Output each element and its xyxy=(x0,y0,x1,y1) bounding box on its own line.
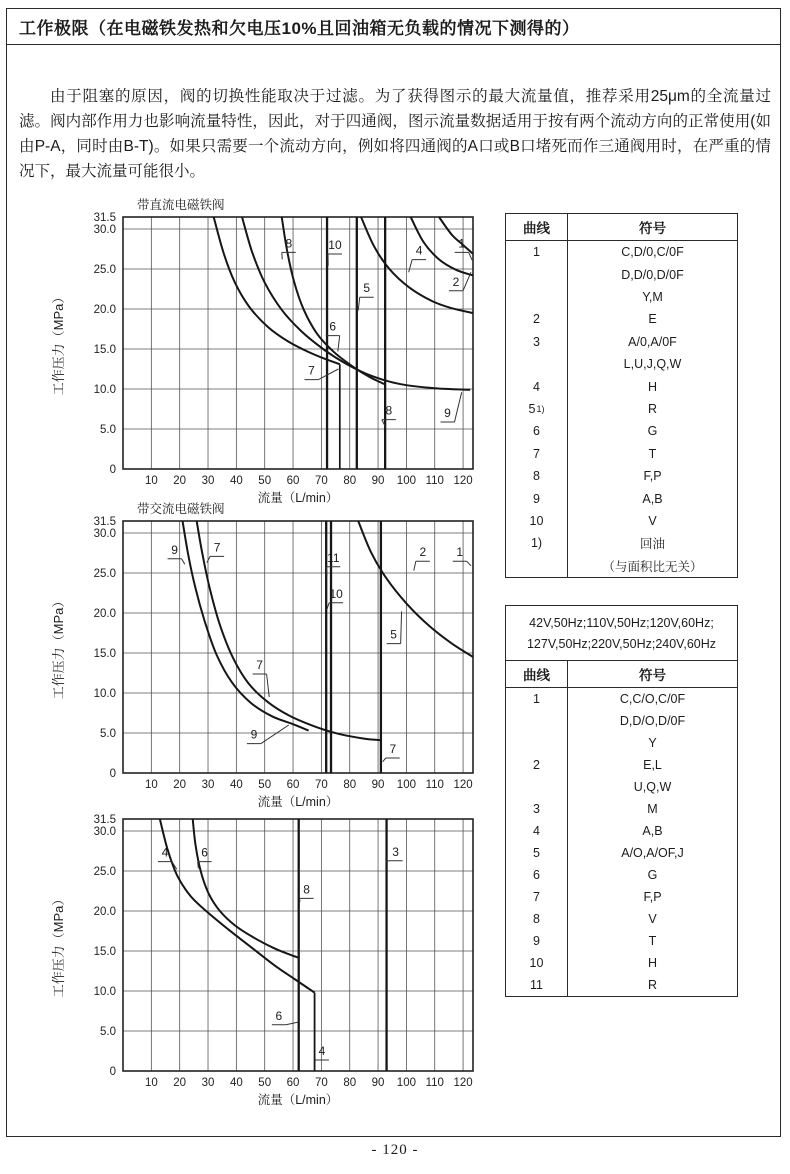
curve-number-label: 5 xyxy=(390,627,397,642)
table-row: 6 G xyxy=(506,420,737,442)
table-row: D,D/O,D/0F xyxy=(506,710,737,732)
curve-number-label: 2 xyxy=(419,545,427,560)
svg-text:15.0: 15.0 xyxy=(93,648,116,660)
svg-text:20.0: 20.0 xyxy=(93,608,116,620)
curve-number-label: 4 xyxy=(318,1044,326,1058)
curve-number-label: 3 xyxy=(392,844,399,859)
curve-number-label: 2 xyxy=(452,274,460,289)
curve-7 xyxy=(214,217,340,364)
svg-text:5.0: 5.0 xyxy=(100,728,116,740)
curve-symbol-table-dc xyxy=(505,213,738,578)
table-row: （与面积比无关） xyxy=(506,555,737,577)
y-axis-label: 工作压力（MPa） xyxy=(51,892,66,998)
curve-number-label: 8 xyxy=(385,403,393,418)
x-axis-label: 流量（L/min） xyxy=(257,491,339,505)
chart-ac-solenoid-2 xyxy=(39,789,489,1109)
curve-7 xyxy=(197,521,381,740)
curve-number-label: 8 xyxy=(303,882,310,897)
svg-text:10.0: 10.0 xyxy=(93,986,116,998)
curve-number-label: 1 xyxy=(456,545,464,560)
chart-title: 带直流电磁铁阀 xyxy=(137,198,225,212)
svg-text:80: 80 xyxy=(343,1077,357,1089)
table-row: 6 G xyxy=(506,864,737,886)
table-header: 曲线 符号 xyxy=(506,661,737,688)
table-row: 9 T xyxy=(506,930,737,952)
svg-text:110: 110 xyxy=(425,475,444,487)
svg-text:5.0: 5.0 xyxy=(100,1026,116,1038)
svg-text:15.0: 15.0 xyxy=(93,344,116,356)
table-row: D,D/0,D/0F xyxy=(506,263,737,285)
svg-text:20: 20 xyxy=(173,475,187,487)
table-row: 5 A/O,A/OF,J xyxy=(506,842,737,864)
svg-text:20.0: 20.0 xyxy=(93,906,116,918)
curve-4 xyxy=(160,819,315,993)
voltage-header: 42V,50Hz;110V,50Hz;120V,60Hz; 127V,50Hz;220V,50Hz;240V,60Hz xyxy=(506,606,737,661)
table-row: 2 E xyxy=(506,308,737,330)
table-row: Y,M xyxy=(506,286,737,308)
svg-text:70: 70 xyxy=(314,475,328,487)
table-row: 5 1) R xyxy=(506,398,737,420)
svg-text:30: 30 xyxy=(201,779,215,791)
chart-svg xyxy=(39,789,489,1109)
curve-number-label: 7 xyxy=(308,363,315,378)
svg-text:20: 20 xyxy=(173,779,187,791)
svg-text:120: 120 xyxy=(453,1077,473,1089)
y-axis-label: 工作压力（MPa） xyxy=(51,594,66,700)
svg-text:20: 20 xyxy=(173,1077,187,1089)
svg-text:90: 90 xyxy=(371,1077,385,1089)
svg-text:25.0: 25.0 xyxy=(93,568,116,580)
svg-text:15.0: 15.0 xyxy=(93,946,116,958)
svg-text:100: 100 xyxy=(396,1077,416,1089)
table-row: 3 M xyxy=(506,798,737,820)
svg-text:30: 30 xyxy=(201,475,215,487)
table-row: 1 C,D/0,C/0F xyxy=(506,241,737,263)
svg-text:5.0: 5.0 xyxy=(100,424,116,436)
svg-text:80: 80 xyxy=(343,475,357,487)
curve-number-label: 4 xyxy=(415,243,423,258)
svg-text:0: 0 xyxy=(109,464,116,476)
svg-text:60: 60 xyxy=(286,475,300,487)
table-row: Y xyxy=(506,732,737,754)
svg-text:10: 10 xyxy=(144,779,158,791)
chart-ac-solenoid xyxy=(39,491,489,811)
curve-number-label: 10 xyxy=(328,238,342,252)
x-axis-label: 流量（L/min） xyxy=(257,1093,339,1107)
table-row: 7 F,P xyxy=(506,886,737,908)
svg-text:0: 0 xyxy=(109,1066,116,1078)
svg-text:10: 10 xyxy=(144,1077,158,1089)
chart-svg xyxy=(39,187,489,507)
table-row: 10 V xyxy=(506,510,737,532)
table-row: U,Q,W xyxy=(506,776,737,798)
chart-title: 带交流电磁铁阀 xyxy=(137,502,225,516)
svg-text:10: 10 xyxy=(144,475,158,487)
intro-paragraph: 由于阻塞的原因，阀的切换性能取决于过滤。为了获得图示的最大流量值，推荐采用25μm的全流量过滤。阀内部作用力也影响流量特性，因此，对于四通阀，图示流量数据适用于按有两个流动方向的正常使用(如由P-A，同时由B-T)。如果只需要一个流动方向，例如将四通阀的A口或B口堵死而作三通阀用时，在严重的情况下，最大流量可能很小。 xyxy=(19,88,771,181)
svg-text:30.0: 30.0 xyxy=(93,224,116,236)
curve-number-label: 4 xyxy=(161,845,169,860)
table-header: 曲线 符号 xyxy=(506,214,737,241)
chart-svg xyxy=(39,491,489,811)
page-number: - 120 - xyxy=(371,1142,419,1158)
svg-text:80: 80 xyxy=(343,779,357,791)
svg-text:10.0: 10.0 xyxy=(93,688,116,700)
svg-text:90: 90 xyxy=(371,475,385,487)
svg-text:120: 120 xyxy=(453,475,473,487)
curve-number-label: 7 xyxy=(389,742,397,756)
svg-text:50: 50 xyxy=(258,779,272,791)
svg-text:60: 60 xyxy=(286,1077,300,1089)
svg-text:31.5: 31.5 xyxy=(93,814,116,826)
curve-1 xyxy=(439,217,473,254)
curve-number-label: 10 xyxy=(329,586,343,601)
table-row: 4 A,B xyxy=(506,820,737,842)
table-row: 2 E,L xyxy=(506,754,737,776)
curve-number-label: 6 xyxy=(329,319,337,334)
svg-text:70: 70 xyxy=(314,779,328,791)
table-row: 1 C,C/O,C/0F xyxy=(506,688,737,710)
svg-text:10.0: 10.0 xyxy=(93,384,116,396)
curve-number-label: 9 xyxy=(250,727,258,742)
curve-number-label: 11 xyxy=(327,550,340,565)
section-title: 工作极限（在电磁铁发热和欠电压10%且回油箱无负载的情况下测得的） xyxy=(19,19,580,38)
curve-number-label: 7 xyxy=(256,658,263,672)
curve-5 xyxy=(358,521,473,657)
curve-number-label: 5 xyxy=(363,281,371,296)
table-row: 7 T xyxy=(506,443,737,465)
svg-text:100: 100 xyxy=(396,475,416,487)
svg-text:0: 0 xyxy=(109,768,116,780)
svg-text:31.5: 31.5 xyxy=(93,516,116,528)
curve-symbol-table-ac xyxy=(505,605,738,997)
y-axis-label: 工作压力（MPa） xyxy=(51,290,66,396)
svg-text:60: 60 xyxy=(286,779,300,791)
svg-text:31.5: 31.5 xyxy=(93,212,116,224)
svg-text:30.0: 30.0 xyxy=(93,826,116,838)
svg-text:40: 40 xyxy=(229,475,243,487)
table-row: L,U,J,Q,W xyxy=(506,353,737,375)
section-title-box xyxy=(6,8,781,45)
curve-6 xyxy=(193,819,300,958)
table-row: 1) 回油 xyxy=(506,532,737,554)
table-row: 11 R xyxy=(506,974,737,996)
svg-text:100: 100 xyxy=(396,779,416,791)
svg-text:30: 30 xyxy=(201,1077,215,1089)
svg-text:90: 90 xyxy=(371,779,385,791)
svg-text:30.0: 30.0 xyxy=(93,528,116,540)
svg-text:110: 110 xyxy=(425,779,444,791)
curve-number-label: 6 xyxy=(201,845,208,860)
table-row: 8 V xyxy=(506,908,737,930)
x-axis-label: 流量（L/min） xyxy=(257,795,339,809)
svg-text:50: 50 xyxy=(258,1077,272,1089)
table-row: 9 A,B xyxy=(506,487,737,509)
curve-number-label: 6 xyxy=(275,1008,283,1023)
svg-text:25.0: 25.0 xyxy=(93,866,116,878)
svg-text:40: 40 xyxy=(229,779,243,791)
table-row: 3 A/0,A/0F xyxy=(506,331,737,353)
svg-text:40: 40 xyxy=(229,1077,243,1089)
table-row: 10 H xyxy=(506,952,737,974)
chart-dc-solenoid xyxy=(39,187,489,507)
table-row: 8 F,P xyxy=(506,465,737,487)
curve-number-label: 7 xyxy=(213,540,221,555)
curve-number-label: 9 xyxy=(444,406,451,420)
svg-text:50: 50 xyxy=(258,475,272,487)
curve-number-label: 1 xyxy=(458,236,466,251)
svg-text:25.0: 25.0 xyxy=(93,264,116,276)
curve-number-label: 8 xyxy=(285,236,293,251)
svg-text:20.0: 20.0 xyxy=(93,304,116,316)
svg-text:120: 120 xyxy=(453,779,473,791)
curve-number-label: 9 xyxy=(171,542,178,557)
svg-text:70: 70 xyxy=(314,1077,328,1089)
svg-text:110: 110 xyxy=(425,1077,444,1089)
table-row: 4 H xyxy=(506,375,737,397)
